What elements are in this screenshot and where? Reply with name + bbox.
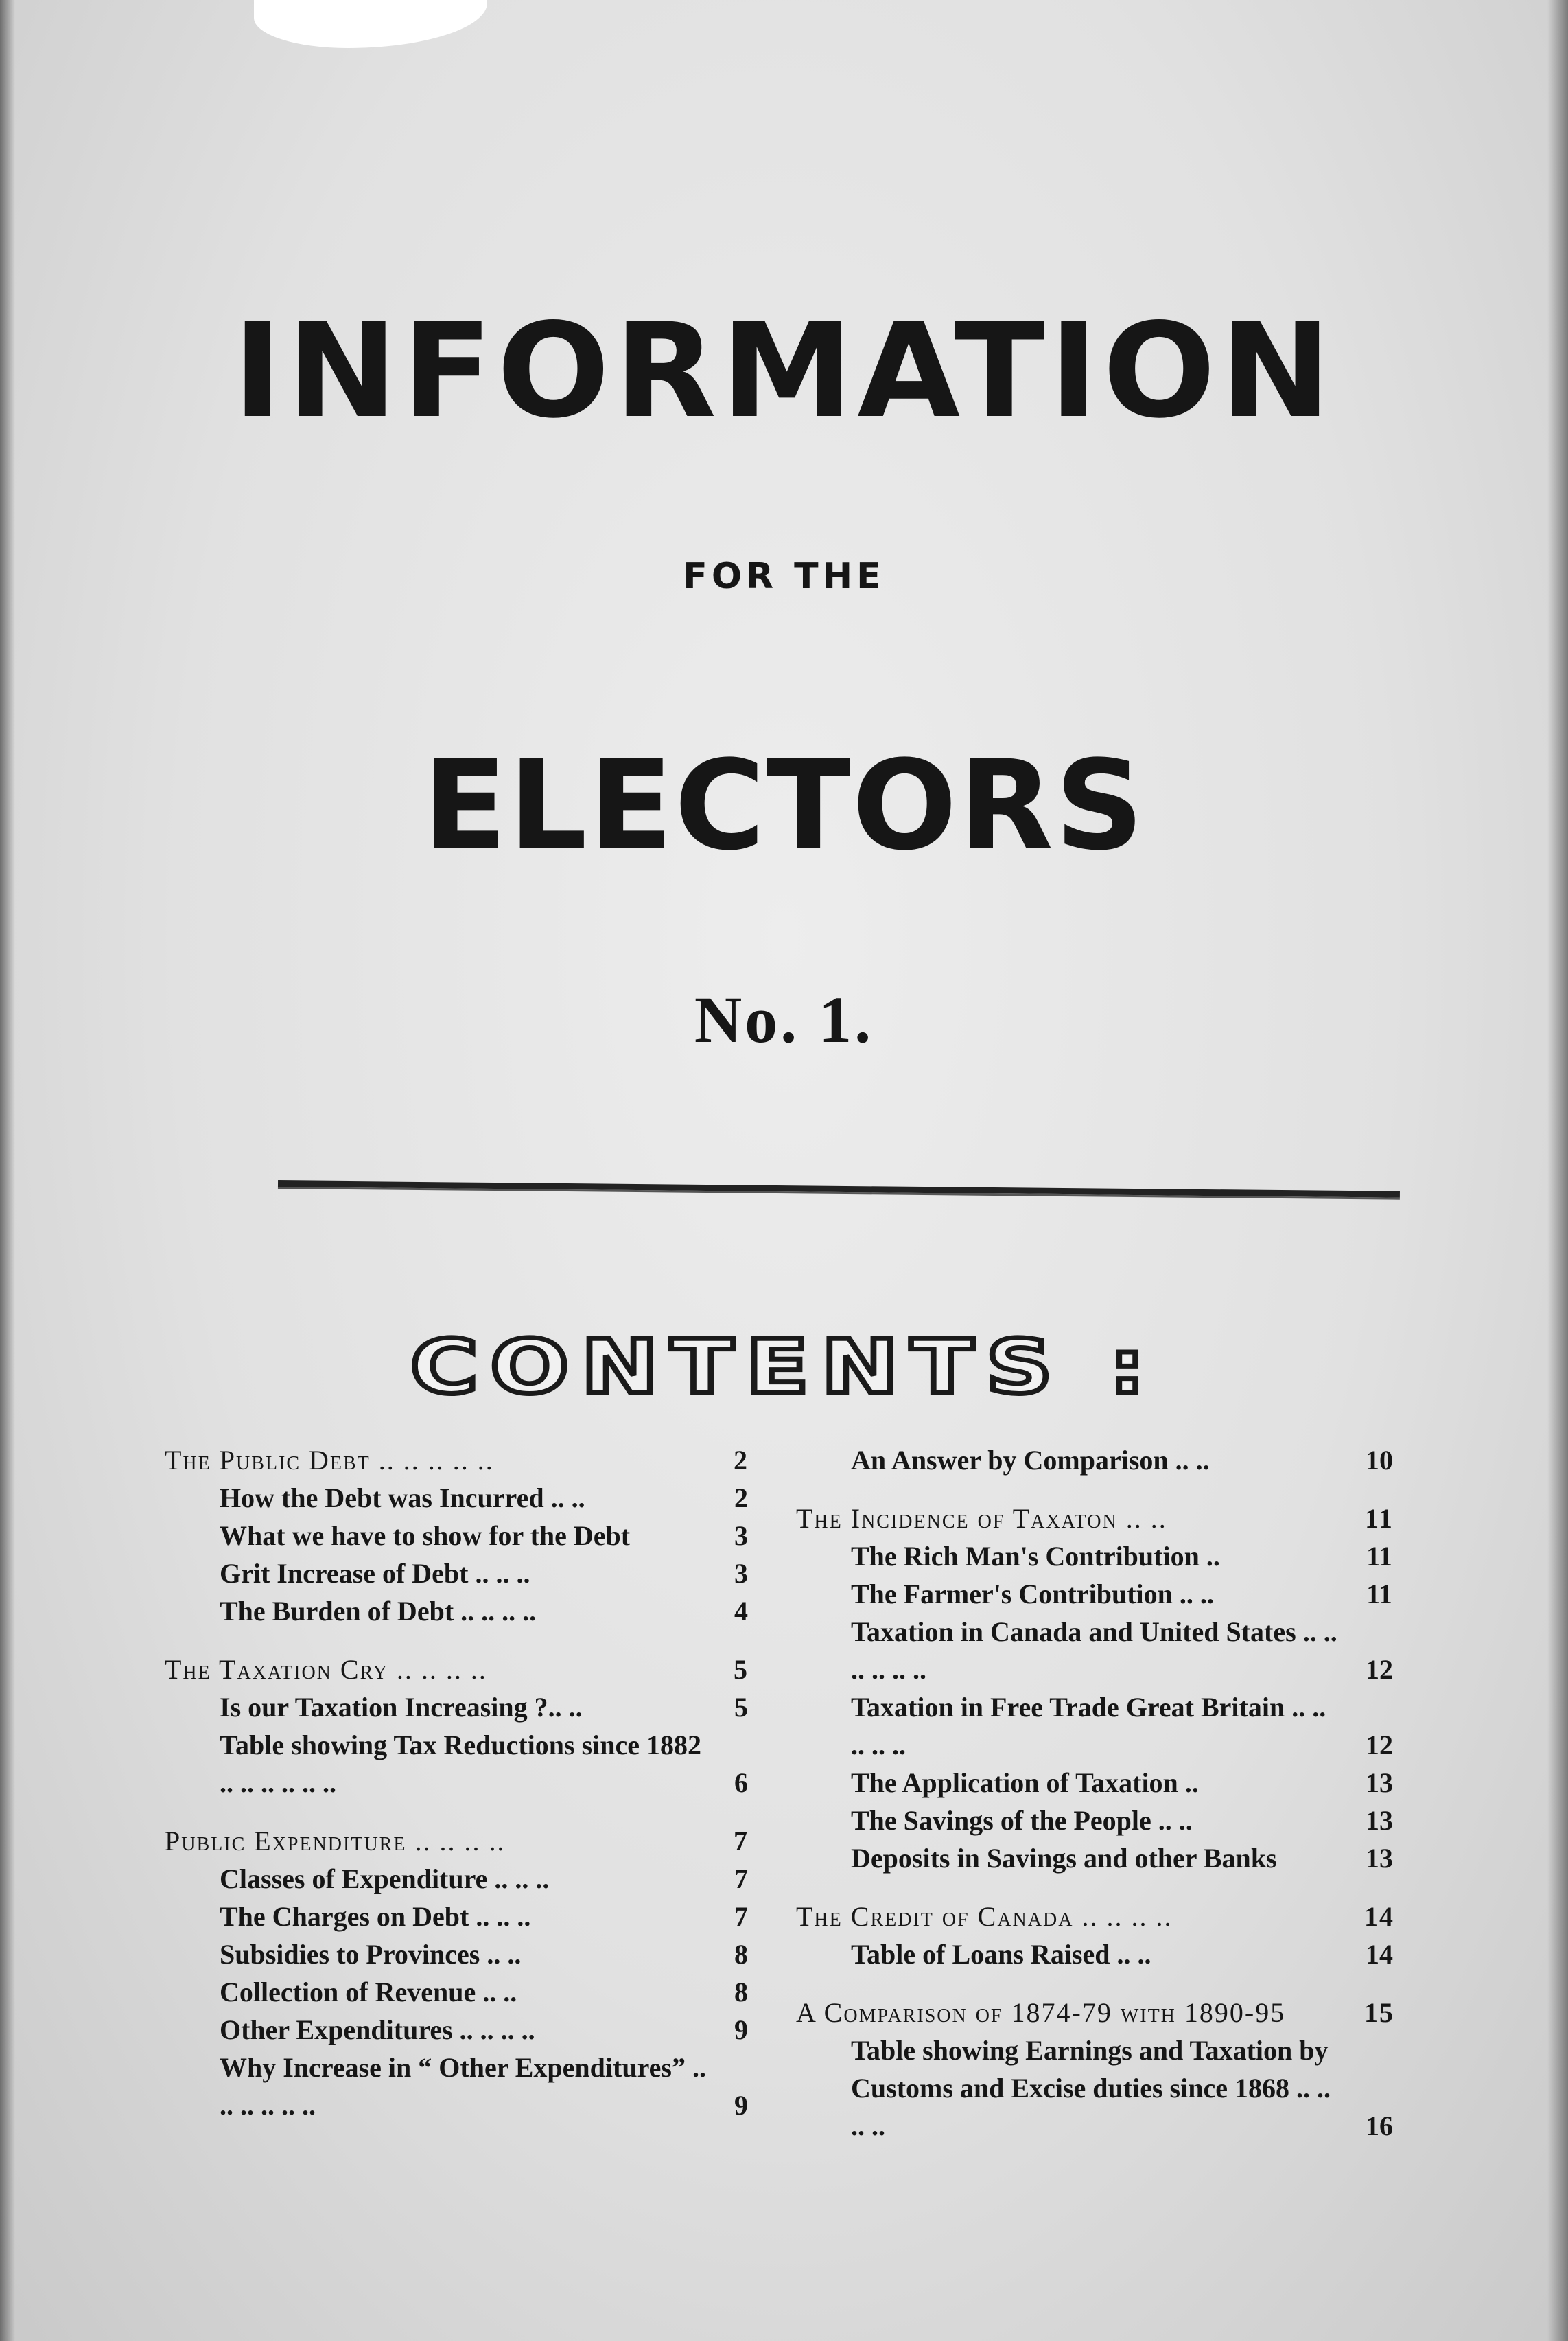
title-electors: ELECTORS bbox=[423, 734, 1145, 878]
toc-entry-page: 8 bbox=[734, 1977, 748, 2007]
toc-entry-page: 11 bbox=[1366, 1541, 1392, 1572]
toc-entry-page: 2 bbox=[734, 1445, 749, 1476]
toc-entry-page: 3 bbox=[734, 1558, 748, 1589]
section-gap bbox=[796, 1973, 1400, 1994]
toc-entry-label: Other Expenditures .. .. .. .. bbox=[220, 2014, 535, 2045]
toc-entry-page: 9 bbox=[734, 2014, 748, 2045]
title-for-the: FOR THE bbox=[683, 556, 885, 597]
toc-entry-page: 5 bbox=[734, 1654, 749, 1685]
toc-entry-page: 13 bbox=[1366, 1805, 1393, 1836]
section-gap bbox=[796, 1479, 1400, 1500]
toc-entry-label: Table showing Earnings and Taxation by Customs and Excise duties since 1868 .. .. .. .. bbox=[851, 2035, 1331, 2141]
toc-entry bbox=[796, 1764, 1400, 1802]
toc-entry-label: Collection of Revenue .. .. bbox=[220, 1977, 517, 2007]
toc-entry bbox=[796, 1994, 1400, 2031]
toc-entry-page: 12 bbox=[1366, 1654, 1393, 1685]
toc-entry bbox=[165, 1554, 762, 1592]
toc-entry-label: Table showing Tax Reductions since 1882 .. .. .. .. .. .. bbox=[220, 1729, 702, 1798]
toc-entry-page: 2 bbox=[734, 1482, 748, 1513]
toc-entry bbox=[165, 1973, 762, 2011]
section-gap bbox=[165, 1802, 762, 1822]
toc-entry-page: 14 bbox=[1364, 1901, 1394, 1932]
toc-entry-label: Is our Taxation Increasing ?.. .. bbox=[220, 1692, 583, 1723]
toc-entry-page: 4 bbox=[734, 1596, 748, 1627]
toc-entry bbox=[165, 1860, 762, 1898]
toc-entry bbox=[796, 1441, 1400, 1479]
toc-entry-label: Classes of Expenditure .. .. .. bbox=[220, 1863, 550, 1894]
contents-column-left bbox=[165, 1441, 762, 2124]
toc-entry-label: A Comparison of 1874-79 with 1890-95 bbox=[796, 1997, 1286, 2028]
toc-entry bbox=[165, 1517, 762, 1554]
toc-entry bbox=[165, 1479, 762, 1517]
toc-entry-page: 10 bbox=[1366, 1445, 1393, 1476]
toc-entry bbox=[796, 1575, 1400, 1613]
title-information: INFORMATION bbox=[232, 295, 1336, 447]
toc-entry-label: The Incidence of Taxaton .. .. bbox=[796, 1503, 1167, 1534]
toc-entry bbox=[796, 1935, 1400, 1973]
toc-entry bbox=[165, 1651, 762, 1688]
toc-entry-label: The Farmer's Contribution .. .. bbox=[851, 1579, 1214, 1609]
toc-entry bbox=[165, 2049, 762, 2124]
issue-number: No. 1. bbox=[694, 983, 874, 1056]
toc-entry-label: Why Increase in “ Other Expenditures” .. .. .. .. .. .. bbox=[220, 2052, 706, 2121]
toc-entry bbox=[796, 1500, 1400, 1537]
toc-entry-label: Taxation in Free Trade Great Britain .. .. .. .. .. bbox=[851, 1692, 1326, 1760]
toc-entry-page: 7 bbox=[734, 1901, 748, 1932]
toc-entry-page: 13 bbox=[1366, 1843, 1393, 1874]
toc-entry-label: The Savings of the People .. .. bbox=[851, 1805, 1193, 1836]
toc-entry bbox=[165, 1592, 762, 1630]
toc-entry-label: Subsidies to Provinces .. .. bbox=[220, 1939, 522, 1970]
toc-entry-page: 11 bbox=[1365, 1503, 1394, 1534]
toc-entry-label: The Application of Taxation .. bbox=[851, 1767, 1199, 1798]
toc-entry-page: 12 bbox=[1366, 1729, 1393, 1760]
toc-entry-label: The Rich Man's Contribution .. bbox=[851, 1541, 1220, 1572]
toc-entry-label: Public Expenditure .. .. .. .. bbox=[165, 1826, 506, 1856]
toc-entry bbox=[796, 1688, 1400, 1764]
toc-entry-label: Grit Increase of Debt .. .. .. bbox=[220, 1558, 530, 1589]
toc-entry bbox=[165, 1935, 762, 1973]
torn-corner bbox=[254, 0, 487, 48]
toc-entry bbox=[796, 1613, 1400, 1688]
toc-entry bbox=[165, 1688, 762, 1726]
toc-entry bbox=[165, 1726, 762, 1802]
toc-entry-page: 9 bbox=[734, 2090, 748, 2121]
toc-entry-page: 8 bbox=[734, 1939, 748, 1970]
toc-entry bbox=[165, 1898, 762, 1935]
toc-entry-page: 16 bbox=[1366, 2110, 1393, 2141]
toc-entry-page: 3 bbox=[734, 1520, 748, 1551]
toc-entry-label: The Burden of Debt .. .. .. .. bbox=[220, 1596, 537, 1627]
toc-entry-page: 13 bbox=[1366, 1767, 1393, 1798]
toc-entry-page: 6 bbox=[734, 1767, 748, 1798]
toc-entry bbox=[165, 1441, 762, 1479]
toc-entry-label: The Charges on Debt .. .. .. bbox=[220, 1901, 531, 1932]
toc-entry-label: The Taxation Cry .. .. .. .. bbox=[165, 1654, 487, 1685]
toc-entry bbox=[796, 1839, 1400, 1877]
toc-entry-label: Table of Loans Raised .. .. bbox=[851, 1939, 1151, 1970]
horizontal-rule bbox=[278, 1180, 1400, 1200]
contents-heading: CONTENTS : bbox=[410, 1325, 1158, 1410]
section-gap bbox=[165, 1630, 762, 1651]
toc-entry-label: How the Debt was Incurred .. .. bbox=[220, 1482, 585, 1513]
toc-entry-page: 7 bbox=[734, 1863, 748, 1894]
contents-column-right bbox=[796, 1441, 1400, 2145]
toc-entry-page: 11 bbox=[1366, 1579, 1392, 1609]
toc-entry-label: Deposits in Savings and other Banks bbox=[851, 1843, 1277, 1874]
toc-entry-page: 15 bbox=[1364, 1997, 1394, 2028]
toc-entry-label: What we have to show for the Debt bbox=[220, 1520, 631, 1551]
toc-entry-page: 5 bbox=[734, 1692, 748, 1723]
toc-entry bbox=[796, 2031, 1400, 2145]
toc-entry bbox=[796, 1802, 1400, 1839]
toc-entry bbox=[796, 1898, 1400, 1935]
toc-entry-label: The Credit of Canada .. .. .. .. bbox=[796, 1901, 1173, 1932]
toc-entry bbox=[796, 1537, 1400, 1575]
toc-entry-page: 7 bbox=[734, 1826, 749, 1856]
toc-entry-label: Taxation in Canada and United States .. .. .. .. .. .. bbox=[851, 1616, 1337, 1685]
toc-entry-page: 14 bbox=[1366, 1939, 1393, 1970]
section-gap bbox=[796, 1877, 1400, 1898]
toc-entry bbox=[165, 1822, 762, 1860]
toc-entry-label: The Public Debt .. .. .. .. .. bbox=[165, 1445, 494, 1476]
toc-entry bbox=[165, 2011, 762, 2049]
toc-entry-label: An Answer by Comparison .. .. bbox=[851, 1445, 1210, 1476]
